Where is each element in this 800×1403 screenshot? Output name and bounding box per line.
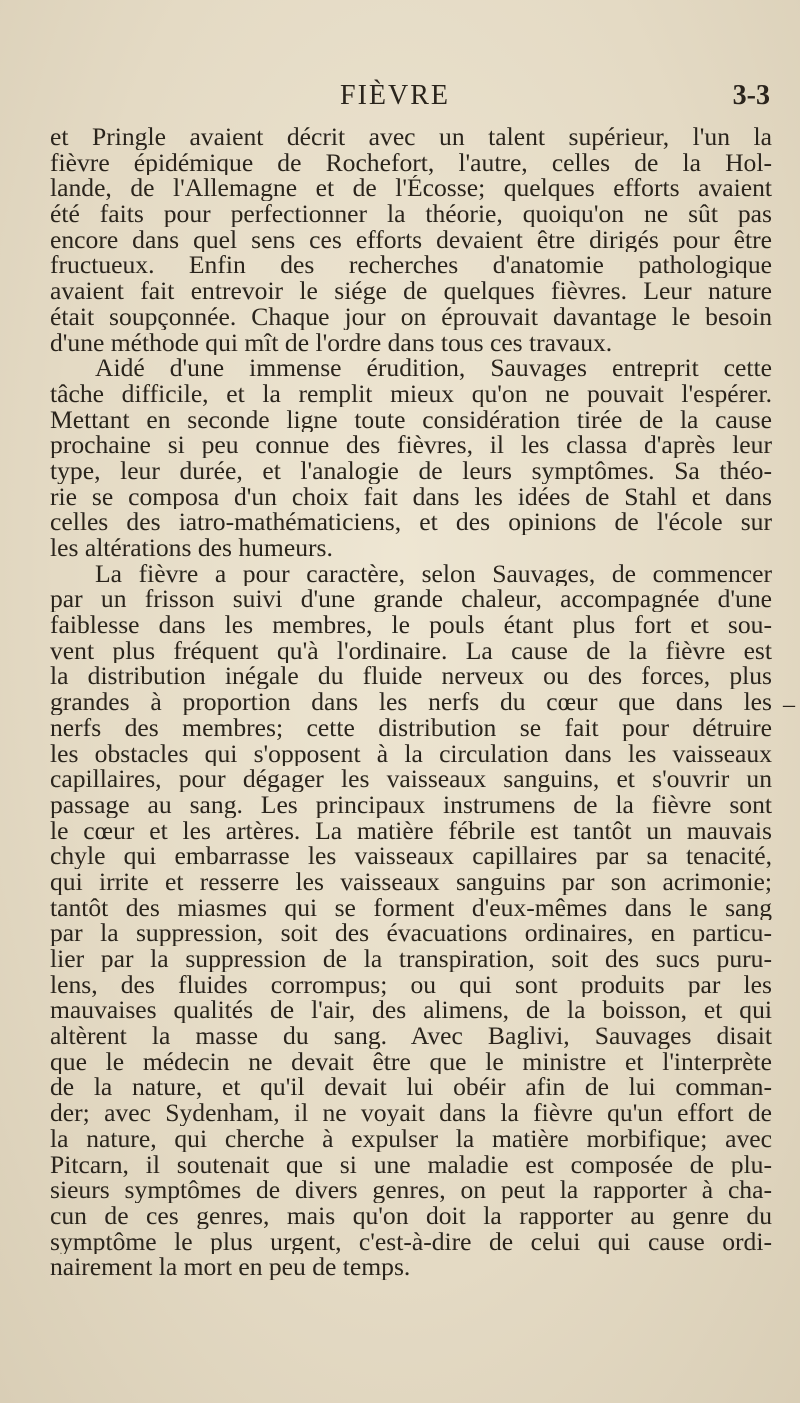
text-line: était soupçonnée. Chaque jour on éprouvait davantage le besoin xyxy=(50,303,772,330)
text-line: avaient fait entrevoir le siége de quelques fièvres. Leur nature xyxy=(50,278,772,304)
text-line: der; avec Sydenham, il ne voyait dans la fièvre qu'un effort de xyxy=(50,1100,772,1126)
text-line: tantôt des miasmes qui se forment d'eux-mêmes dans le sang xyxy=(50,894,772,921)
text-line: type, leur durée, et l'analogie de leurs symptômes. Sa théo- xyxy=(50,457,772,484)
text-line: Pitcarn, il soutenait que si une maladie est composée de plu- xyxy=(50,1151,772,1178)
text-line: Aidé d'une immense érudition, Sauvages entreprit cette xyxy=(95,355,772,381)
text-line: sieurs symptômes de divers genres, on peut la rapporter à cha- xyxy=(50,1177,772,1203)
text-line: lens, des fluides corrompus; ou qui sont produits par les xyxy=(50,971,772,998)
text-line: passage au sang. Les principaux instrumens de la fièvre sont xyxy=(50,791,772,818)
text-line: d'une méthode qui mît de l'ordre dans tous ces travaux. xyxy=(50,329,613,356)
text-line: les altérations des humeurs. xyxy=(50,535,333,561)
text-line: fructueux. Enfin des recherches d'anatomie pathologique xyxy=(50,252,772,279)
text-line: Mettant en seconde ligne toute considération tirée de la cause xyxy=(50,406,772,433)
text-line: nairement la mort en peu de temps. xyxy=(50,1254,411,1280)
text-line: encore dans quel sens ces efforts devaient être dirigés pour être xyxy=(50,226,772,253)
text-line: la distribution inégale du fluide nerveux ou des forces, plus xyxy=(50,663,772,690)
text-line: lande, de l'Allemagne et de l'Écosse; quelques efforts avaient xyxy=(50,175,772,202)
text-line: cun de ces genres, mais qu'on doit la rapporter au genre du xyxy=(50,1202,772,1229)
text-line: rie se composa d'un choix fait dans les idées de Stahl et dans xyxy=(50,483,772,510)
text-line: mauvaises qualités de l'air, des alimens, de la boisson, et qui xyxy=(50,997,772,1024)
text-line: les obstacles qui s'opposent à la circulation dans les vaisseaux xyxy=(50,740,772,767)
body-text xyxy=(50,124,772,1280)
margin-mark: – xyxy=(783,692,795,718)
page-number: 3-3 xyxy=(732,80,770,111)
text-line: le cœur et les artères. La matière fébrile est tantôt un mauvais xyxy=(50,817,772,844)
text-line: symptôme le plus urgent, c'est-à-dire de celui qui cause ordi- xyxy=(50,1228,772,1255)
text-line: chyle qui embarrasse les vaisseaux capillaires par sa tenacité, xyxy=(50,843,772,869)
text-line: fièvre épidémique de Rochefort, l'autre, celles de la Hol- xyxy=(50,149,772,176)
text-line: par un frisson suivi d'une grande chaleur, accompagnée d'une xyxy=(50,586,772,613)
text-line: lier par la suppression de la transpiration, soit des sucs puru- xyxy=(50,946,772,972)
text-line: été faits pour perfectionner la théorie, quoiqu'on ne sût pas xyxy=(50,201,772,227)
text-line: capillaires, pour dégager les vaisseaux sanguins, et s'ouvrir un xyxy=(50,766,772,792)
text-line: tâche difficile, et la remplit mieux qu'on ne pouvait l'espérer. xyxy=(50,380,772,407)
text-line: la nature, qui cherche à expulser la matière morbifique; avec xyxy=(50,1125,772,1152)
text-line: La fièvre a pour caractère, selon Sauvages, de commencer xyxy=(95,560,772,587)
running-title: FIÈVRE xyxy=(340,80,450,111)
text-line: que le médecin ne devait être que le ministre et l'interprète xyxy=(50,1048,772,1075)
text-line: altèrent la masse du sang. Avec Baglivi, Sauvages disait xyxy=(50,1023,772,1049)
text-line: faiblesse dans les membres, le pouls étant plus fort et sou- xyxy=(50,612,772,638)
text-line: celles des iatro-mathématiciens, et des opinions de l'école sur xyxy=(50,509,772,535)
text-line: prochaine si peu connue des fièvres, il les classa d'après leur xyxy=(50,432,772,458)
text-line: vent plus fréquent qu'à l'ordinaire. La cause de la fièvre est xyxy=(50,637,772,664)
page-header xyxy=(50,80,770,116)
text-line: nerfs des membres; cette distribution se fait pour détruire xyxy=(50,714,772,741)
text-line: et Pringle avaient décrit avec un talent supérieur, l'un la xyxy=(50,124,772,150)
text-line: qui irrite et resserre les vaisseaux sanguins par son acrimonie; xyxy=(50,868,772,895)
text-line: grandes à proportion dans les nerfs du cœur que dans les xyxy=(50,689,772,715)
text-line: de la nature, et qu'il devait lui obéir afin de lui comman- xyxy=(50,1074,772,1101)
text-line: par la suppression, soit des évacuations ordinaires, en particu- xyxy=(50,920,772,946)
